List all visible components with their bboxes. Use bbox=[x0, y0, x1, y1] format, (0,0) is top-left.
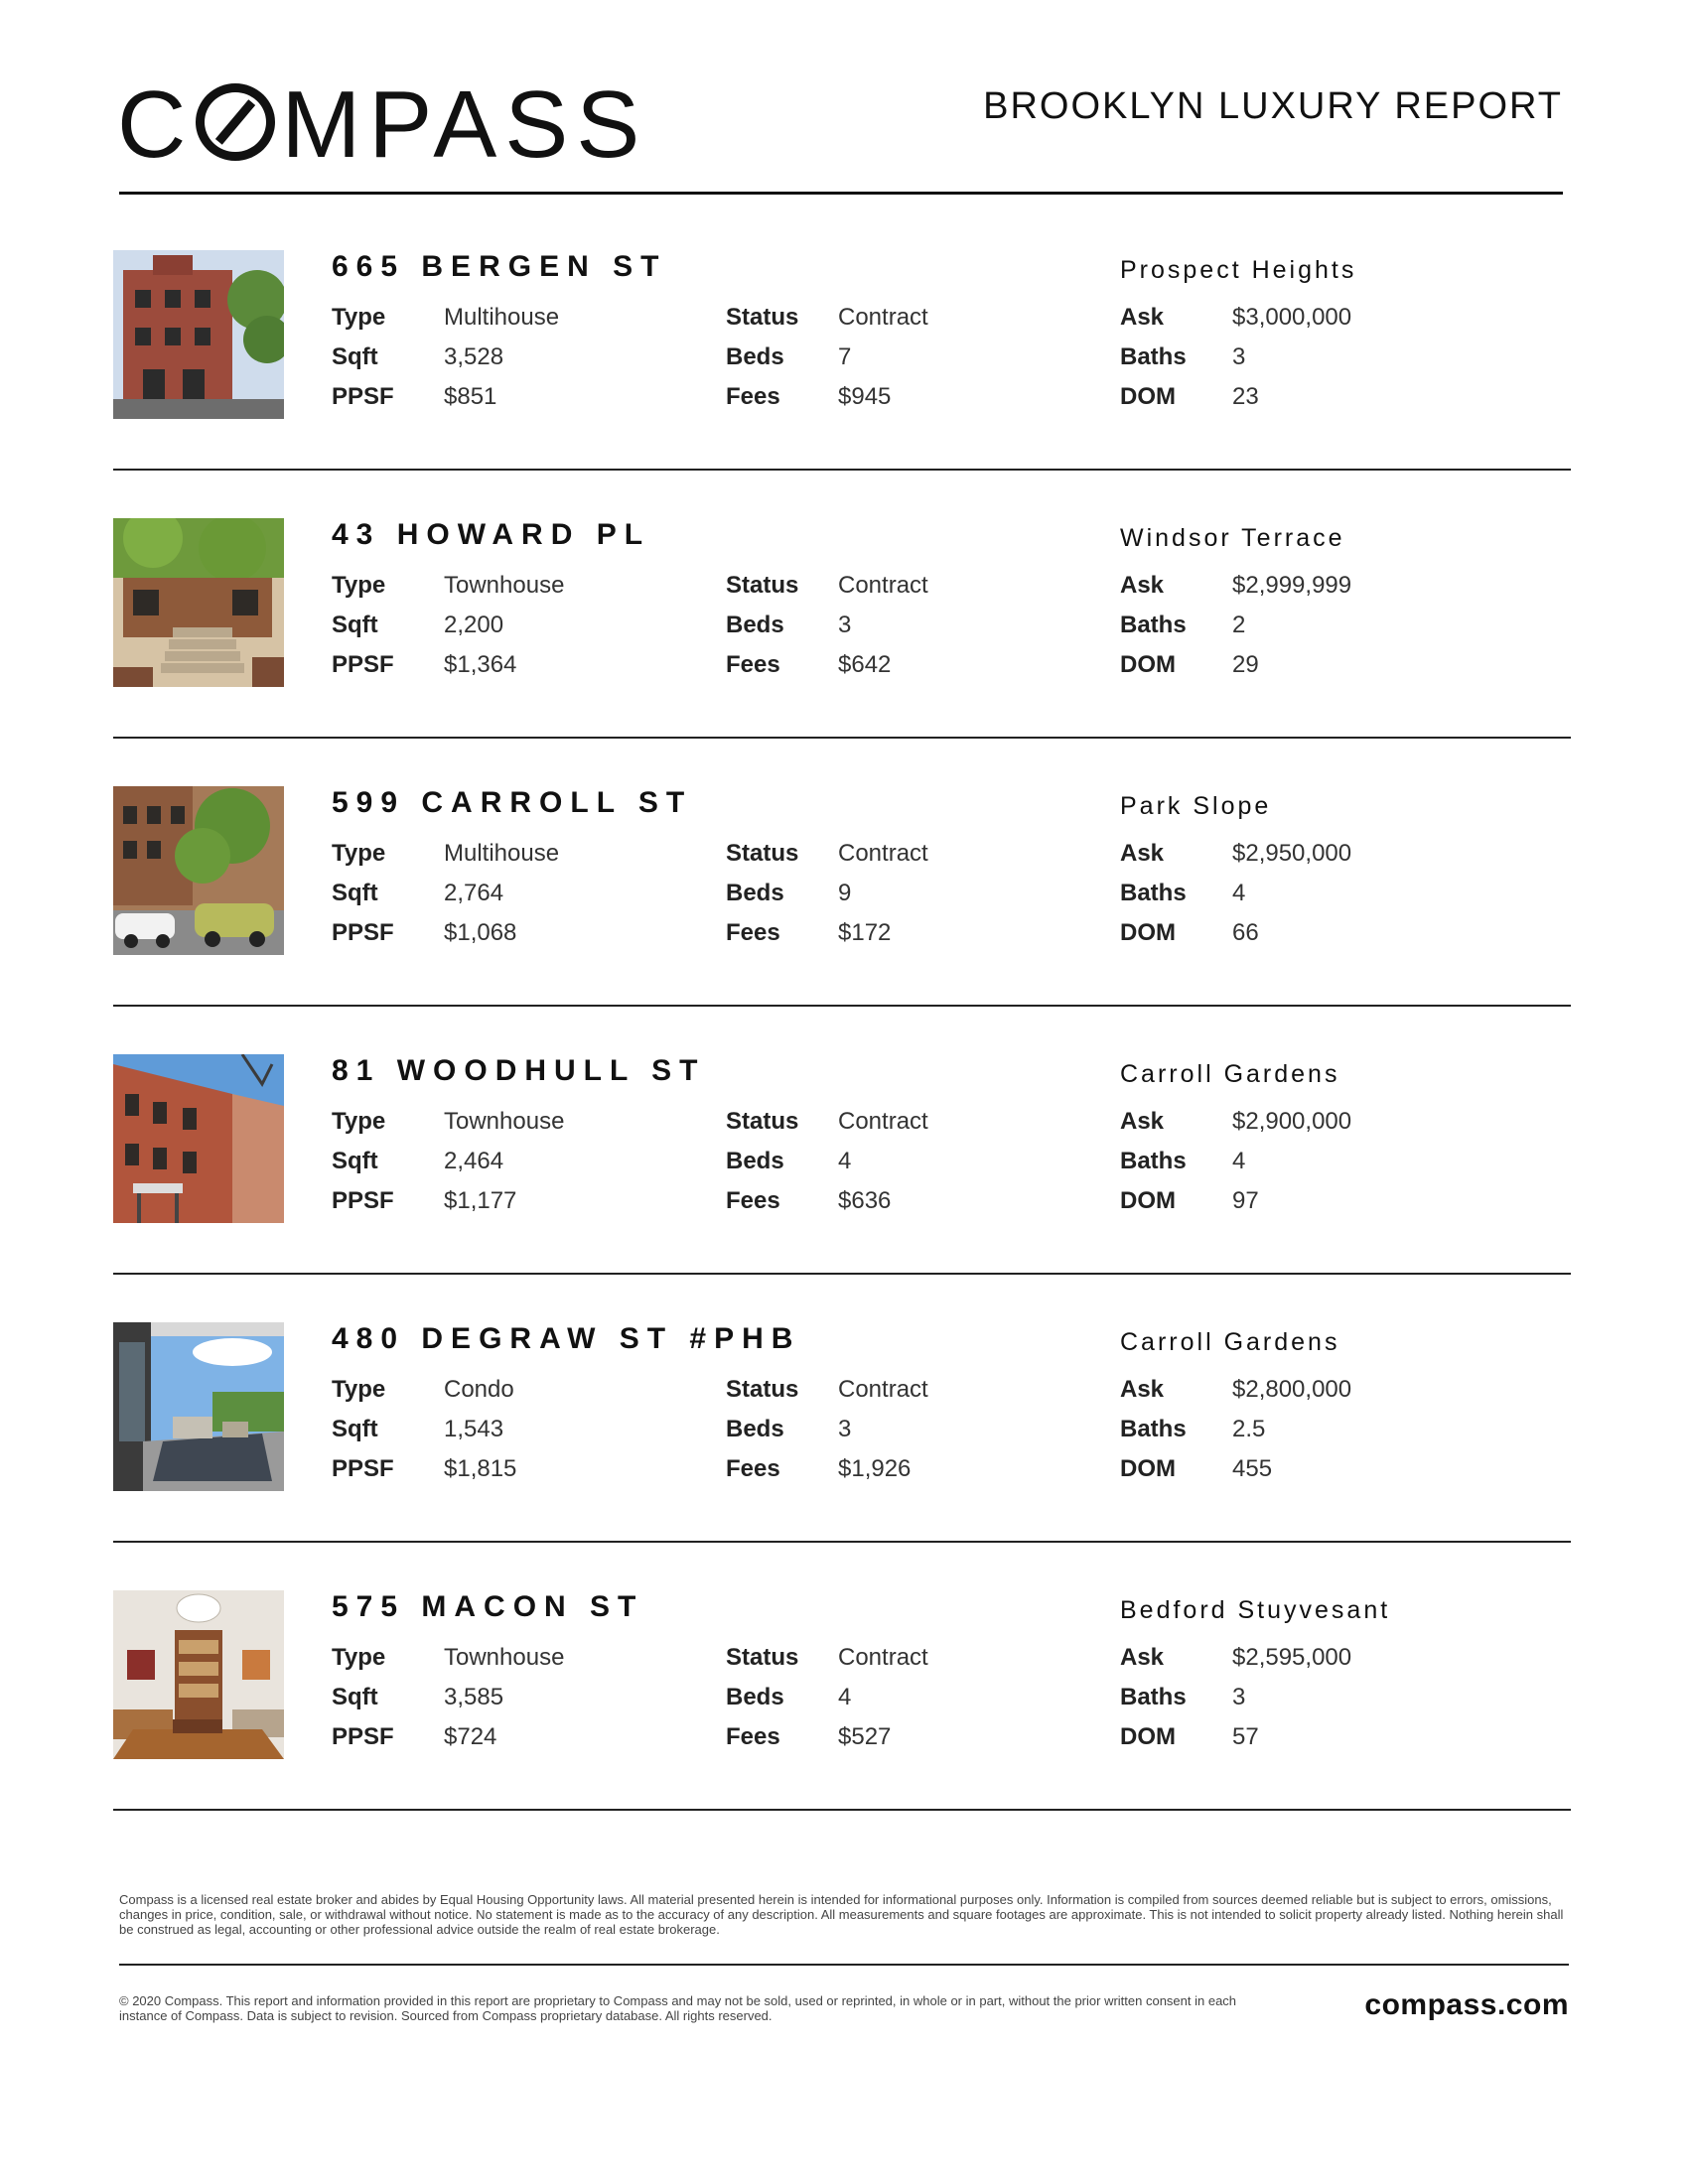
field-value: 4 bbox=[1232, 1148, 1246, 1174]
field-value: 2,764 bbox=[444, 880, 504, 906]
field-label: DOM bbox=[1120, 383, 1176, 410]
logo-text-end: MPASS bbox=[281, 71, 648, 178]
listing-details bbox=[332, 304, 1573, 423]
listing-neighborhood: Windsor Terrace bbox=[1120, 524, 1345, 552]
listing-neighborhood: Park Slope bbox=[1120, 792, 1272, 820]
field-value: 23 bbox=[1232, 383, 1259, 410]
field-value: 1,543 bbox=[444, 1416, 504, 1442]
listing-details bbox=[332, 1376, 1573, 1495]
listing-address[interactable]: 480 DEGRAW ST #PHB bbox=[332, 1322, 801, 1355]
field-label: PPSF bbox=[332, 383, 394, 410]
field-value: 3 bbox=[1232, 343, 1246, 370]
field-label: Beds bbox=[726, 1416, 784, 1442]
field-label: Fees bbox=[726, 651, 780, 678]
townhouse-stoop-photo[interactable] bbox=[113, 518, 284, 687]
field-label: Beds bbox=[726, 612, 784, 638]
field-value: Contract bbox=[838, 304, 928, 331]
field-value: Contract bbox=[838, 1376, 928, 1403]
field-label: Status bbox=[726, 840, 799, 867]
field-label: Beds bbox=[726, 880, 784, 906]
field-label: Status bbox=[726, 304, 799, 331]
field-value: 2 bbox=[1232, 612, 1246, 638]
field-label: Ask bbox=[1120, 840, 1165, 867]
field-label: Sqft bbox=[332, 1684, 378, 1710]
field-value: 4 bbox=[838, 1684, 852, 1710]
field-value: 2,464 bbox=[444, 1148, 504, 1174]
field-label: Baths bbox=[1120, 1416, 1187, 1442]
logo-o-glyph-icon bbox=[196, 83, 275, 161]
field-value: $3,000,000 bbox=[1232, 304, 1352, 331]
field-label: DOM bbox=[1120, 1187, 1176, 1214]
field-value: 2.5 bbox=[1232, 1416, 1266, 1442]
street-with-cars-photo[interactable] bbox=[113, 786, 284, 955]
field-label: Status bbox=[726, 1644, 799, 1671]
field-value: $1,926 bbox=[838, 1455, 912, 1482]
listing-neighborhood: Prospect Heights bbox=[1120, 256, 1357, 284]
listing-neighborhood: Carroll Gardens bbox=[1120, 1328, 1340, 1356]
field-label: PPSF bbox=[332, 919, 394, 946]
field-label: Fees bbox=[726, 919, 780, 946]
report-header bbox=[117, 71, 1563, 197]
field-value: 9 bbox=[838, 880, 852, 906]
field-value: 3 bbox=[838, 1416, 852, 1442]
compass-logo[interactable] bbox=[117, 71, 648, 178]
listing-address[interactable]: 599 CARROLL ST bbox=[332, 786, 693, 819]
listing-details bbox=[332, 840, 1573, 959]
legal-disclaimer: Compass is a licensed real estate broker and abides by Equal Housing Opportunity laws. All material presented herein is intended for informational purposes only. Information is compiled from sources deemed reliable but is subject to errors, omissions, changes in price, condition, sale, or withdrawal without notice. No statement is made as to the accuracy of any description. All measurements and square footages are approximate. This is not intended to solicit property already listed. Nothing herein shall be construed as legal, accounting or other professional advice outside the realm of real estate brokerage. bbox=[119, 1892, 1564, 1937]
listing-item bbox=[113, 786, 1571, 1007]
field-label: Status bbox=[726, 572, 799, 599]
field-label: Type bbox=[332, 840, 386, 867]
field-label: Beds bbox=[726, 1148, 784, 1174]
field-value: 455 bbox=[1232, 1455, 1273, 1482]
field-value: 3 bbox=[1232, 1684, 1246, 1710]
listing-neighborhood: Carroll Gardens bbox=[1120, 1060, 1340, 1088]
field-value: $2,999,999 bbox=[1232, 572, 1352, 599]
field-label: Type bbox=[332, 1644, 386, 1671]
brick-building-photo[interactable] bbox=[113, 250, 284, 419]
listing-details bbox=[332, 1644, 1573, 1763]
field-label: Sqft bbox=[332, 1416, 378, 1442]
field-value: $1,177 bbox=[444, 1187, 517, 1214]
field-label: Ask bbox=[1120, 572, 1165, 599]
field-label: DOM bbox=[1120, 1455, 1176, 1482]
report-title: BROOKLYN LUXURY REPORT bbox=[983, 85, 1563, 127]
field-value: 57 bbox=[1232, 1723, 1259, 1750]
field-label: Baths bbox=[1120, 343, 1187, 370]
field-label: Type bbox=[332, 1108, 386, 1135]
field-label: DOM bbox=[1120, 1723, 1176, 1750]
field-value: $2,800,000 bbox=[1232, 1376, 1352, 1403]
field-label: Ask bbox=[1120, 1644, 1165, 1671]
field-label: PPSF bbox=[332, 1455, 394, 1482]
field-value: $1,815 bbox=[444, 1455, 517, 1482]
listing-item bbox=[113, 1054, 1571, 1275]
field-label: Sqft bbox=[332, 612, 378, 638]
field-label: Fees bbox=[726, 383, 780, 410]
listing-item bbox=[113, 1322, 1571, 1543]
field-value: 4 bbox=[838, 1148, 852, 1174]
field-label: Baths bbox=[1120, 612, 1187, 638]
field-label: Ask bbox=[1120, 1108, 1165, 1135]
field-label: DOM bbox=[1120, 919, 1176, 946]
copyright-notice: © 2020 Compass. This report and information provided in this report are proprietary to Compass and may not be sold, used or reprinted, in whole or in part, without the prior written consent in each instance of Compass. Data is subject to revision. Sourced from Compass proprietary database. All rights reserved. bbox=[119, 1993, 1237, 2023]
field-value: Multihouse bbox=[444, 840, 560, 867]
field-value: Contract bbox=[838, 1644, 928, 1671]
field-label: Beds bbox=[726, 343, 784, 370]
field-value: Townhouse bbox=[444, 1644, 565, 1671]
field-label: PPSF bbox=[332, 1723, 394, 1750]
field-label: Beds bbox=[726, 1684, 784, 1710]
field-value: $2,595,000 bbox=[1232, 1644, 1352, 1671]
field-value: Townhouse bbox=[444, 1108, 565, 1135]
field-value: 97 bbox=[1232, 1187, 1259, 1214]
listing-item bbox=[113, 250, 1571, 471]
field-value: 4 bbox=[1232, 880, 1246, 906]
field-label: Type bbox=[332, 572, 386, 599]
field-value: Townhouse bbox=[444, 572, 565, 599]
field-label: Type bbox=[332, 304, 386, 331]
field-label: Ask bbox=[1120, 304, 1165, 331]
field-label: Sqft bbox=[332, 1148, 378, 1174]
listing-address[interactable]: 43 HOWARD PL bbox=[332, 518, 651, 551]
field-value: 3,585 bbox=[444, 1684, 504, 1710]
roof-terrace-photo[interactable] bbox=[113, 1322, 284, 1491]
field-value: $851 bbox=[444, 383, 497, 410]
field-value: 7 bbox=[838, 343, 852, 370]
field-label: Ask bbox=[1120, 1376, 1165, 1403]
field-value: Contract bbox=[838, 572, 928, 599]
field-label: PPSF bbox=[332, 651, 394, 678]
field-value: $527 bbox=[838, 1723, 892, 1750]
field-label: Fees bbox=[726, 1187, 780, 1214]
field-label: Baths bbox=[1120, 880, 1187, 906]
listing-item bbox=[113, 518, 1571, 739]
field-value: $2,900,000 bbox=[1232, 1108, 1352, 1135]
field-value: $1,364 bbox=[444, 651, 517, 678]
listing-address[interactable]: 575 MACON ST bbox=[332, 1590, 644, 1623]
field-value: Multihouse bbox=[444, 304, 560, 331]
field-value: $636 bbox=[838, 1187, 892, 1214]
field-value: 29 bbox=[1232, 651, 1259, 678]
field-label: Status bbox=[726, 1376, 799, 1403]
field-value: 3,528 bbox=[444, 343, 504, 370]
field-value: $2,950,000 bbox=[1232, 840, 1352, 867]
website-link[interactable]: compass.com bbox=[1364, 1988, 1569, 2021]
field-value: 66 bbox=[1232, 919, 1259, 946]
field-value: Contract bbox=[838, 840, 928, 867]
field-value: $724 bbox=[444, 1723, 497, 1750]
field-label: Sqft bbox=[332, 343, 378, 370]
living-room-photo[interactable] bbox=[113, 1590, 284, 1759]
field-label: PPSF bbox=[332, 1187, 394, 1214]
field-label: Baths bbox=[1120, 1684, 1187, 1710]
field-label: Status bbox=[726, 1108, 799, 1135]
field-label: Fees bbox=[726, 1723, 780, 1750]
field-value: Condo bbox=[444, 1376, 514, 1403]
listing-address[interactable]: 665 BERGEN ST bbox=[332, 250, 667, 283]
field-value: $1,068 bbox=[444, 919, 517, 946]
header-divider bbox=[119, 192, 1563, 195]
listing-item bbox=[113, 1590, 1571, 1811]
field-label: Baths bbox=[1120, 1148, 1187, 1174]
listing-details bbox=[332, 1108, 1573, 1227]
listing-neighborhood: Bedford Stuyvesant bbox=[1120, 1596, 1391, 1624]
listing-details bbox=[332, 572, 1573, 691]
field-value: $945 bbox=[838, 383, 892, 410]
field-value: 3 bbox=[838, 612, 852, 638]
field-value: 2,200 bbox=[444, 612, 504, 638]
field-value: $172 bbox=[838, 919, 892, 946]
logo-text-start: C bbox=[117, 71, 195, 178]
field-value: Contract bbox=[838, 1108, 928, 1135]
footer-divider bbox=[119, 1964, 1569, 1966]
field-label: DOM bbox=[1120, 651, 1176, 678]
listing-address[interactable]: 81 WOODHULL ST bbox=[332, 1054, 706, 1087]
field-label: Type bbox=[332, 1376, 386, 1403]
field-label: Sqft bbox=[332, 880, 378, 906]
field-label: Fees bbox=[726, 1455, 780, 1482]
rowhouses-photo[interactable] bbox=[113, 1054, 284, 1223]
field-value: $642 bbox=[838, 651, 892, 678]
